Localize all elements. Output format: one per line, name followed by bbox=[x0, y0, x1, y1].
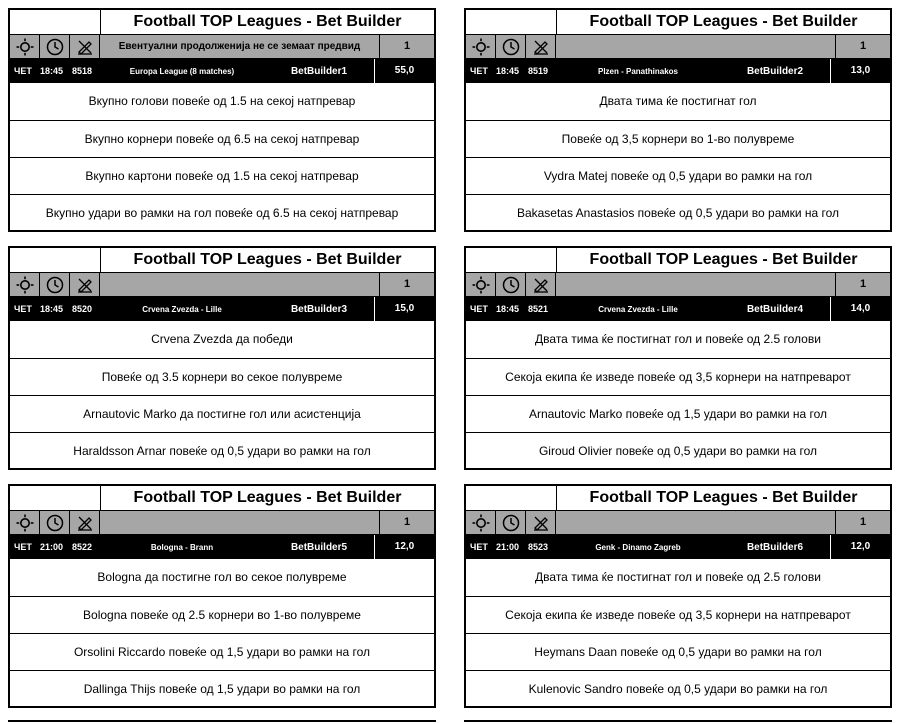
card-header bbox=[466, 10, 890, 35]
selection-item: Секоја екипа ќе изведе повеќе од 3,5 корнери на натпреварот bbox=[466, 358, 890, 395]
selection-item: Вкупно картони повеќе од 1.5 на секој натпревар bbox=[10, 157, 434, 194]
selection-item: Bakasetas Anastasios повеќе од 0,5 удари во рамки на гол bbox=[466, 194, 890, 231]
clock-icon bbox=[496, 511, 526, 534]
match-event: Plzen - Panathinakos bbox=[597, 66, 679, 76]
selection-item: Kulenovic Sandro повеќе од 0,5 удари во рамки на гол bbox=[466, 670, 890, 707]
match-day: ЧЕТ bbox=[14, 542, 32, 552]
match-code: 8521 bbox=[528, 304, 549, 314]
match-row bbox=[10, 59, 434, 83]
info-row bbox=[10, 35, 434, 59]
clock-icon bbox=[496, 273, 526, 296]
notice-text bbox=[556, 35, 836, 58]
info-row bbox=[466, 273, 890, 297]
info-row bbox=[466, 35, 890, 59]
selection-list bbox=[10, 321, 434, 469]
selection-item: Arnautovic Marko повеќе од 1,5 удари во рамки на гол bbox=[466, 395, 890, 432]
notice-text: Евентуални продолженија не се земаат предвид bbox=[100, 35, 380, 58]
match-row bbox=[466, 535, 890, 559]
selection-item: Вкупно корнери повеќе од 6.5 на секој натпревар bbox=[10, 120, 434, 157]
match-event: Crvena Zvezda - Lille bbox=[142, 304, 222, 314]
selection-item: Bologna повеќе од 2.5 корнери во 1-во полувреме bbox=[10, 596, 434, 633]
card-title: Football TOP Leagues - Bet Builder bbox=[589, 251, 858, 268]
bet-builder-name: BetBuilder2 bbox=[746, 65, 804, 77]
selection-item: Heymans Daan повеќе од 0,5 удари во рамки на гол bbox=[466, 633, 890, 670]
selection-item: Bologna да постигне гол во секое полувреме bbox=[97, 570, 347, 584]
match-odd: 55,0 bbox=[374, 59, 434, 83]
card-header bbox=[10, 486, 434, 511]
notice-text bbox=[556, 273, 836, 296]
info-row bbox=[466, 511, 890, 535]
next-card-edge-right bbox=[464, 720, 892, 724]
match-event: Europa League (8 matches) bbox=[129, 66, 235, 76]
sun-icon bbox=[10, 273, 40, 296]
match-odd: 12,0 bbox=[374, 535, 434, 559]
sun-icon bbox=[466, 511, 496, 534]
match-code: 8522 bbox=[72, 542, 93, 552]
sun-icon bbox=[10, 511, 40, 534]
clock-icon bbox=[40, 35, 70, 58]
card-title: Football TOP Leagues - Bet Builder bbox=[133, 251, 402, 268]
match-code: 8518 bbox=[72, 66, 93, 76]
bet-builder-name: BetBuilder6 bbox=[746, 541, 804, 553]
next-card-edge-left bbox=[8, 720, 436, 724]
card-header bbox=[466, 248, 890, 273]
selection-list bbox=[10, 83, 434, 231]
no-write-icon bbox=[70, 273, 100, 296]
notice-text bbox=[556, 511, 836, 534]
card-title: Football TOP Leagues - Bet Builder bbox=[589, 13, 858, 30]
bet-builder-card-5 bbox=[8, 484, 436, 708]
header-blank-cell bbox=[10, 248, 101, 272]
selection-item: Повеќе од 3.5 корнери во секое полувреме bbox=[10, 358, 434, 395]
card-title: Football TOP Leagues - Bet Builder bbox=[589, 489, 858, 506]
match-odd: 12,0 bbox=[830, 535, 890, 559]
match-time: 18:45 bbox=[40, 304, 64, 314]
header-blank-cell bbox=[466, 248, 557, 272]
bet-builder-name: BetBuilder1 bbox=[290, 65, 348, 77]
no-write-icon bbox=[70, 35, 100, 58]
clock-icon bbox=[40, 273, 70, 296]
header-blank-cell bbox=[10, 486, 101, 510]
selection-item: Повеќе од 3,5 корнери во 1-во полувреме bbox=[466, 120, 890, 157]
match-day: ЧЕТ bbox=[470, 542, 488, 552]
sun-icon bbox=[10, 35, 40, 58]
match-code: 8523 bbox=[528, 542, 549, 552]
selection-item: Вкупно голови повеќе од 1.5 на секој натпревар bbox=[88, 94, 356, 108]
bet-builder-name: BetBuilder5 bbox=[290, 541, 348, 553]
bet-builder-card-4 bbox=[464, 246, 892, 470]
notice-text bbox=[100, 511, 380, 534]
selection-item: Dallinga Thijs повеќе од 1,5 удари во рамки на гол bbox=[10, 670, 434, 707]
bet-builder-card-3 bbox=[8, 246, 436, 470]
selection-count: 1 bbox=[403, 40, 411, 52]
selection-count: 1 bbox=[859, 40, 867, 52]
selection-item: Crvena Zvezda да победи bbox=[151, 332, 293, 346]
match-event: Bologna - Brann bbox=[150, 542, 214, 552]
match-time: 18:45 bbox=[40, 66, 64, 76]
clock-icon bbox=[40, 511, 70, 534]
selection-count: 1 bbox=[859, 516, 867, 528]
match-row bbox=[10, 297, 434, 321]
selection-item: Секоја екипа ќе изведе повеќе од 3,5 корнери на натпреварот bbox=[466, 596, 890, 633]
sun-icon bbox=[466, 273, 496, 296]
card-header bbox=[466, 486, 890, 511]
match-time: 21:00 bbox=[496, 542, 520, 552]
match-row bbox=[10, 535, 434, 559]
match-day: ЧЕТ bbox=[470, 304, 488, 314]
clock-icon bbox=[496, 35, 526, 58]
selection-list bbox=[466, 321, 890, 469]
info-row bbox=[10, 273, 434, 297]
selection-list bbox=[466, 559, 890, 707]
selection-item: Orsolini Riccardo повеќе од 1,5 удари во рамки на гол bbox=[10, 633, 434, 670]
selection-item: Двата тима ќе постигнат гол и повеќе од 2.5 голови bbox=[535, 332, 821, 346]
header-blank-cell bbox=[466, 10, 557, 34]
match-row bbox=[466, 59, 890, 83]
match-time: 18:45 bbox=[496, 66, 520, 76]
selection-item: Arnautovic Marko да постигне гол или асистенција bbox=[10, 395, 434, 432]
selection-count: 1 bbox=[403, 278, 411, 290]
selection-count: 1 bbox=[403, 516, 411, 528]
match-day: ЧЕТ bbox=[14, 66, 32, 76]
bet-builder-card-6 bbox=[464, 484, 892, 708]
match-row bbox=[466, 297, 890, 321]
card-header bbox=[10, 10, 434, 35]
match-day: ЧЕТ bbox=[14, 304, 32, 314]
selection-item: Haraldsson Arnar повеќе од 0,5 удари во рамки на гол bbox=[10, 432, 434, 469]
match-odd: 15,0 bbox=[374, 297, 434, 321]
match-event: Genk - Dinamo Zagreb bbox=[595, 542, 681, 552]
header-blank-cell bbox=[466, 486, 557, 510]
selection-item: Вкупно удари во рамки на гол повеќе од 6.5 на секој натпревар bbox=[10, 194, 434, 231]
selection-item: Vydra Matej повеќе од 0,5 удари во рамки на гол bbox=[466, 157, 890, 194]
bet-builder-name: BetBuilder4 bbox=[746, 303, 804, 315]
bet-builder-card-1 bbox=[8, 8, 436, 232]
sun-icon bbox=[466, 35, 496, 58]
bet-builder-name: BetBuilder3 bbox=[290, 303, 348, 315]
match-time: 18:45 bbox=[496, 304, 520, 314]
selection-list bbox=[10, 559, 434, 707]
info-row bbox=[10, 511, 434, 535]
card-title: Football TOP Leagues - Bet Builder bbox=[133, 13, 402, 30]
no-write-icon bbox=[70, 511, 100, 534]
selection-item: Двата тима ќе постигнат гол и повеќе од 2.5 голови bbox=[535, 570, 821, 584]
match-code: 8519 bbox=[528, 66, 549, 76]
selection-item: Двата тима ќе постигнат гол bbox=[599, 94, 757, 108]
bet-builder-card-2 bbox=[464, 8, 892, 232]
selection-count: 1 bbox=[859, 278, 867, 290]
selection-list bbox=[466, 83, 890, 231]
match-event: Crvena Zvezda - Lille bbox=[598, 304, 678, 314]
match-code: 8520 bbox=[72, 304, 93, 314]
card-header bbox=[10, 248, 434, 273]
no-write-icon bbox=[526, 35, 556, 58]
notice-text bbox=[100, 273, 380, 296]
match-odd: 13,0 bbox=[830, 59, 890, 83]
selection-item: Giroud Olivier повеќе од 0,5 удари во рамки на гол bbox=[466, 432, 890, 469]
match-time: 21:00 bbox=[40, 542, 64, 552]
match-day: ЧЕТ bbox=[470, 66, 488, 76]
header-blank-cell bbox=[10, 10, 101, 34]
no-write-icon bbox=[526, 511, 556, 534]
no-write-icon bbox=[526, 273, 556, 296]
card-title: Football TOP Leagues - Bet Builder bbox=[133, 489, 402, 506]
match-odd: 14,0 bbox=[830, 297, 890, 321]
